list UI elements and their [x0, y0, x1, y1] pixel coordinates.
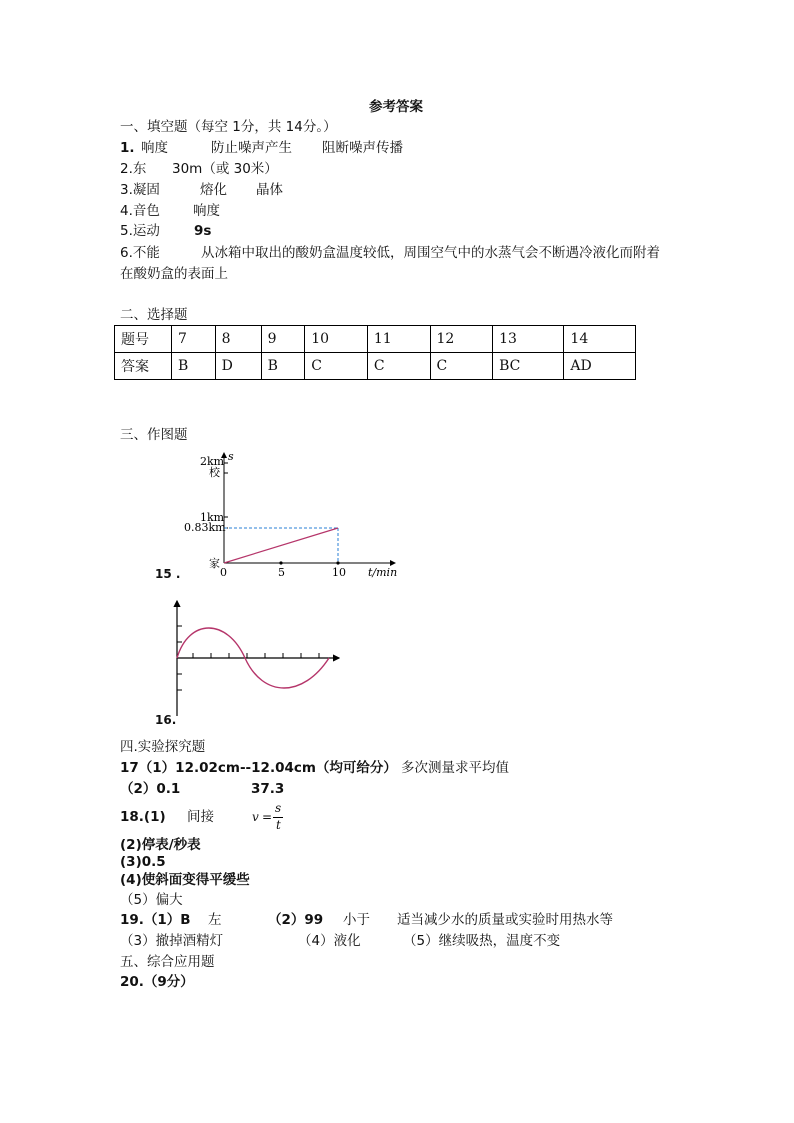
table-cell: 11 [367, 326, 430, 353]
y-label-083km: 0.83km [184, 521, 226, 534]
q4-answer-1: 4.音色 [120, 203, 160, 219]
table-cell: 13 [493, 326, 564, 353]
y-label-1km: 1km [200, 511, 225, 524]
table-cell: 9 [261, 326, 305, 353]
q17-part1: 17（1）12.02cm--12.04cm（均可给分） [120, 760, 397, 776]
table-cell: BC [493, 353, 564, 380]
q20-label: 20.（9分） [120, 974, 194, 990]
formula-v: v [252, 810, 259, 824]
table-cell: 10 [305, 326, 368, 353]
distance-time-graph [184, 448, 410, 583]
q18-part5: （5）偏大 [120, 892, 183, 908]
y-axis-label: s [228, 450, 234, 463]
q19-part2-compare: 小于 [343, 912, 370, 928]
q17-part2: （2）0.1 [120, 781, 181, 797]
table-cell: B [261, 353, 305, 380]
q1-answer-3: 阻断噪声传播 [322, 140, 403, 156]
q4-answer-2: 响度 [193, 203, 220, 219]
table-row-answers [115, 353, 636, 380]
q2-answer-2: 30m（或 30米） [172, 161, 278, 177]
q18-part1-answer: 间接 [187, 809, 214, 825]
y-label-2km: 2km [200, 455, 225, 468]
q5-answer-2: 9s [194, 223, 212, 239]
q3-answer-3: 晶体 [256, 182, 283, 198]
table-cell: AD [564, 353, 636, 380]
q1-answer-2: 防止噪声产生 [211, 140, 292, 156]
q17-part2-value: 37.3 [251, 781, 285, 797]
q19-part2-method: 适当减少水的质量或实验时用热水等 [397, 912, 613, 928]
table-cell: 8 [215, 326, 261, 353]
sine-wave-graph [165, 598, 345, 723]
q1-number: 1. [120, 140, 135, 156]
q6-answer-1: 6.不能 [120, 245, 160, 261]
table-row-numbers [115, 326, 636, 353]
y-label-home: 家 [209, 557, 220, 570]
q16-label: 16. [155, 713, 177, 727]
choice-answer-table [114, 325, 636, 380]
q18-part1: 18.(1) [120, 809, 166, 825]
table-cell: 7 [172, 326, 216, 353]
q19-part2: （2）99 [268, 912, 324, 928]
q17-part1-method: 多次测量求平均值 [401, 760, 509, 776]
section4-heading: 四.实验探究题 [120, 739, 206, 755]
row-head-answer: 答案 [115, 353, 172, 380]
q18-part4: (4)使斜面变得平缓些 [120, 872, 250, 888]
q19-part1: 19.（1）B [120, 912, 191, 928]
q19-part3: （3）撤掉酒精灯 [120, 933, 224, 949]
formula-numerator-s: s [275, 801, 282, 815]
formula-equals: = [262, 810, 273, 824]
q2-answer-1: 2.东 [120, 161, 147, 177]
x-label-5: 5 [278, 566, 285, 579]
q6-answer-3: 在酸奶盒的表面上 [120, 266, 228, 282]
formula-denominator-t: t [276, 818, 281, 832]
table-cell: C [430, 353, 493, 380]
q6-answer-2: 从冰箱中取出的酸奶盒温度较低，周围空气中的水蒸气会不断遇冷液化而附着 [201, 245, 660, 261]
row-head-number: 题号 [115, 326, 172, 353]
page-title: 参考答案 [369, 99, 423, 115]
q1-answer-1: 响度 [141, 140, 168, 156]
table-cell: D [215, 353, 261, 380]
table-cell: C [367, 353, 430, 380]
q3-answer-1: 3.凝固 [120, 182, 160, 198]
x-label-0: 0 [220, 566, 227, 579]
table-cell: B [172, 353, 216, 380]
motion-line [224, 528, 338, 563]
speed-formula [252, 801, 288, 835]
table-cell: 14 [564, 326, 636, 353]
section1-heading: 一、填空题（每空 1分，共 14分。） [120, 119, 337, 135]
q18-part2: (2)停表/秒表 [120, 837, 201, 853]
q5-answer-1: 5.运动 [120, 223, 160, 239]
table-cell: C [305, 353, 368, 380]
x-tick-dot [279, 561, 282, 564]
x-axis-label: t/min [368, 566, 398, 579]
q19-part1-answer: 左 [208, 912, 222, 928]
q15-label: 15 . [155, 567, 181, 581]
q18-part3: (3)0.5 [120, 854, 166, 870]
q19-part5: （5）继续吸热，温度不变 [403, 933, 561, 949]
table-cell: 12 [430, 326, 493, 353]
section3-heading: 三、作图题 [120, 427, 188, 443]
y-label-school: 校 [209, 466, 220, 479]
section2-heading: 二、选择题 [120, 307, 188, 323]
q19-part4: （4）液化 [298, 933, 361, 949]
q3-answer-2: 熔化 [200, 182, 227, 198]
section5-heading: 五、综合应用题 [120, 954, 215, 970]
x-label-10: 10 [332, 566, 346, 579]
